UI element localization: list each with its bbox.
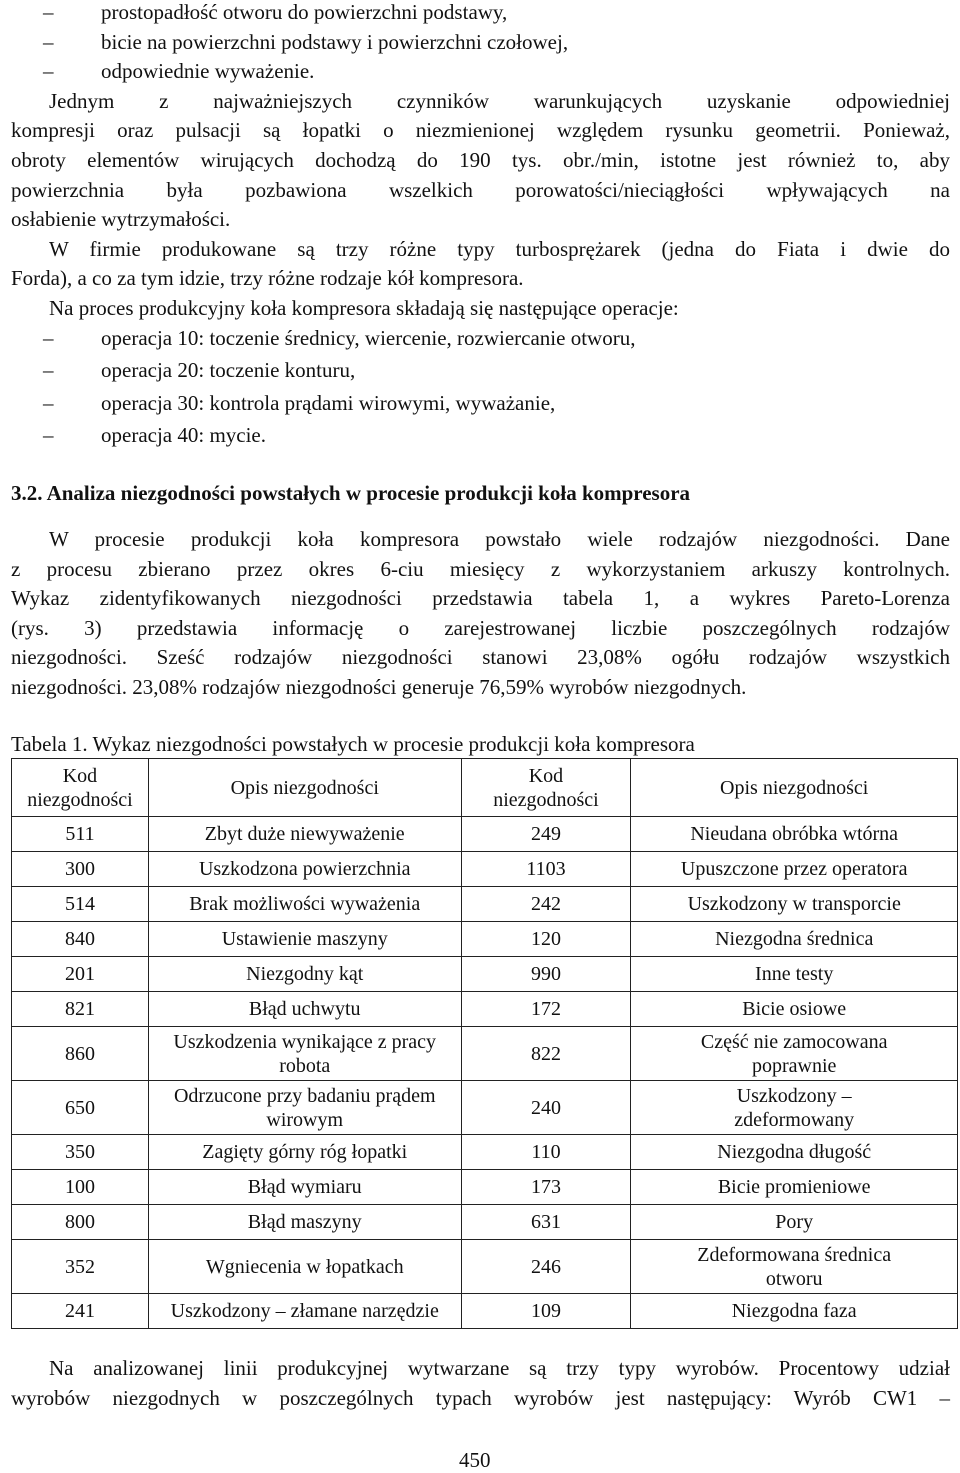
dash-marker: –	[43, 391, 54, 415]
table-cell: 240	[461, 1081, 631, 1135]
table-cell: Niezgodna średnica	[631, 922, 958, 957]
paragraph-line: Wykaz zidentyfikowanych niezgodności przedstawia tabela 1, a wykres Pareto-Lorenza	[11, 586, 950, 610]
table-cell: 100	[12, 1170, 149, 1205]
paragraph-line: W procesie produkcji koła kompresora powstało wiele rodzajów niezgodności. Dane	[49, 527, 950, 551]
paragraph-line: Na proces produkcyjny koła kompresora składają się następujące operacje:	[49, 296, 679, 320]
table-row	[12, 1135, 958, 1170]
table-row	[12, 922, 958, 957]
table-header-row	[12, 759, 958, 817]
table-cell: 242	[461, 887, 631, 922]
table-cell: Niezgodny kąt	[148, 957, 461, 992]
table-cell: Bicie osiowe	[631, 992, 958, 1027]
table-cell: 840	[12, 922, 149, 957]
table-cell: Upuszczone przez operatora	[631, 852, 958, 887]
table-cell: 822	[461, 1027, 631, 1081]
table-cell: 352	[12, 1240, 149, 1294]
table-cell: Nieudana obróbka wtórna	[631, 817, 958, 852]
table-cell: 631	[461, 1205, 631, 1240]
table-cell: Niezgodna faza	[631, 1294, 958, 1329]
table-row	[12, 887, 958, 922]
table-row	[12, 1081, 958, 1135]
table-cell: 350	[12, 1135, 149, 1170]
table-cell: Błąd wymiaru	[148, 1170, 461, 1205]
table-cell: 511	[12, 817, 149, 852]
table-cell: 172	[461, 992, 631, 1027]
table-cell: 300	[12, 852, 149, 887]
table-cell: 514	[12, 887, 149, 922]
dash-marker: –	[43, 358, 54, 382]
nonconformity-table	[11, 758, 958, 1329]
table-row	[12, 1205, 958, 1240]
table-cell: Uszkodzenia wynikające z pracy robota	[148, 1027, 461, 1081]
table-caption: Tabela 1. Wykaz niezgodności powstałych w procesie produkcji koła kompresora	[11, 732, 695, 756]
table-cell: Ustawienie maszyny	[148, 922, 461, 957]
table-cell: Brak możliwości wyważenia	[148, 887, 461, 922]
table-cell: 173	[461, 1170, 631, 1205]
table-row	[12, 1170, 958, 1205]
table-cell: Błąd uchwytu	[148, 992, 461, 1027]
table-cell: Bicie promieniowe	[631, 1170, 958, 1205]
table-cell: 800	[12, 1205, 149, 1240]
table-cell: 990	[461, 957, 631, 992]
paragraph-line: kompresji oraz pulsacji są łopatki o niezmienionej względem rysunku geometrii. Ponieważ,	[11, 118, 950, 142]
dash-marker: –	[43, 0, 54, 24]
paragraph-line: wyrobów niezgodnych w poszczególnych typach wyrobów jest następujący: Wyrób CW1 –	[11, 1386, 950, 1410]
table-cell: 120	[461, 922, 631, 957]
header-description: Opis niezgodności	[148, 759, 461, 817]
page-number: 450	[459, 1448, 491, 1472]
table-cell: Uszkodzony w transporcie	[631, 887, 958, 922]
paragraph-line: Na analizowanej linii produkcyjnej wytwarzane są trzy typy wyrobów. Procentowy udział	[49, 1356, 950, 1380]
table-cell: 201	[12, 957, 149, 992]
table-cell: Uszkodzony – złamane narzędzie	[148, 1294, 461, 1329]
paragraph-line: Jednym z najważniejszych czynników warunkujących uzyskanie odpowiedniej	[49, 89, 950, 113]
table-cell: 246	[461, 1240, 631, 1294]
table-row	[12, 1294, 958, 1329]
dash-marker: –	[43, 30, 54, 54]
table-cell: Odrzucone przy badaniu prądem wirowym	[148, 1081, 461, 1135]
table-row	[12, 957, 958, 992]
table-cell: Błąd maszyny	[148, 1205, 461, 1240]
table-cell: 650	[12, 1081, 149, 1135]
table-cell: 1103	[461, 852, 631, 887]
table-cell: Uszkodzona powierzchnia	[148, 852, 461, 887]
dash-marker: –	[43, 423, 54, 447]
table-cell: 249	[461, 817, 631, 852]
table-cell: Część nie zamocowana poprawnie	[631, 1027, 958, 1081]
paragraph-line: z procesu zbierano przez okres 6-ciu miesięcy z wykorzystaniem arkuszy kontrolnych.	[11, 557, 950, 581]
table-cell: 241	[12, 1294, 149, 1329]
dash-marker: –	[43, 326, 54, 350]
dash-marker: –	[43, 59, 54, 83]
paragraph-line: niezgodności. 23,08% rodzajów niezgodności generuje 76,59% wyrobów niezgodnych.	[11, 675, 747, 699]
table-cell: Zagięty górny róg łopatki	[148, 1135, 461, 1170]
table-row	[12, 1027, 958, 1081]
table-cell: Wgniecenia w łopatkach	[148, 1240, 461, 1294]
table-cell: Inne testy	[631, 957, 958, 992]
table-cell: Zdeformowana średnica otworu	[631, 1240, 958, 1294]
table-cell: Pory	[631, 1205, 958, 1240]
paragraph-line: obroty elementów wirujących dochodzą do 190 tys. obr./min, istotne jest również to, aby	[11, 148, 950, 172]
table-cell: Niezgodna długość	[631, 1135, 958, 1170]
table-cell: 860	[12, 1027, 149, 1081]
table-cell: 821	[12, 992, 149, 1027]
header-code: Kod niezgodności	[12, 759, 149, 817]
header-description: Opis niezgodności	[631, 759, 958, 817]
paragraph-line: (rys. 3) przedstawia informację o zarejestrowanej liczbie poszczególnych rodzajów	[11, 616, 950, 640]
paragraph-line: powierzchnia była pozbawiona wszelkich porowatości/nieciągłości wpływających na	[11, 178, 950, 202]
table-cell: 110	[461, 1135, 631, 1170]
table-row	[12, 992, 958, 1027]
table-row	[12, 817, 958, 852]
table-row	[12, 1240, 958, 1294]
table-row	[12, 852, 958, 887]
table-cell: Zbyt duże niewyważenie	[148, 817, 461, 852]
paragraph-line: niezgodności. Sześć rodzajów niezgodności stanowi 23,08% ogółu rodzajów wszystkich	[11, 645, 950, 669]
paragraph-line: osłabienie wytrzymałości.	[11, 207, 231, 231]
header-code: Kod niezgodności	[461, 759, 631, 817]
paragraph-line: Forda), a co za tym idzie, trzy różne rodzaje kół kompresora.	[11, 266, 524, 290]
table-cell: 109	[461, 1294, 631, 1329]
paragraph-line: W firmie produkowane są trzy różne typy turbosprężarek (jedna do Fiata i dwie do	[49, 237, 950, 261]
section-heading: 3.2. Analiza niezgodności powstałych w procesie produkcji koła kompresora	[11, 481, 691, 505]
table-cell: Uszkodzony – zdeformowany	[631, 1081, 958, 1135]
